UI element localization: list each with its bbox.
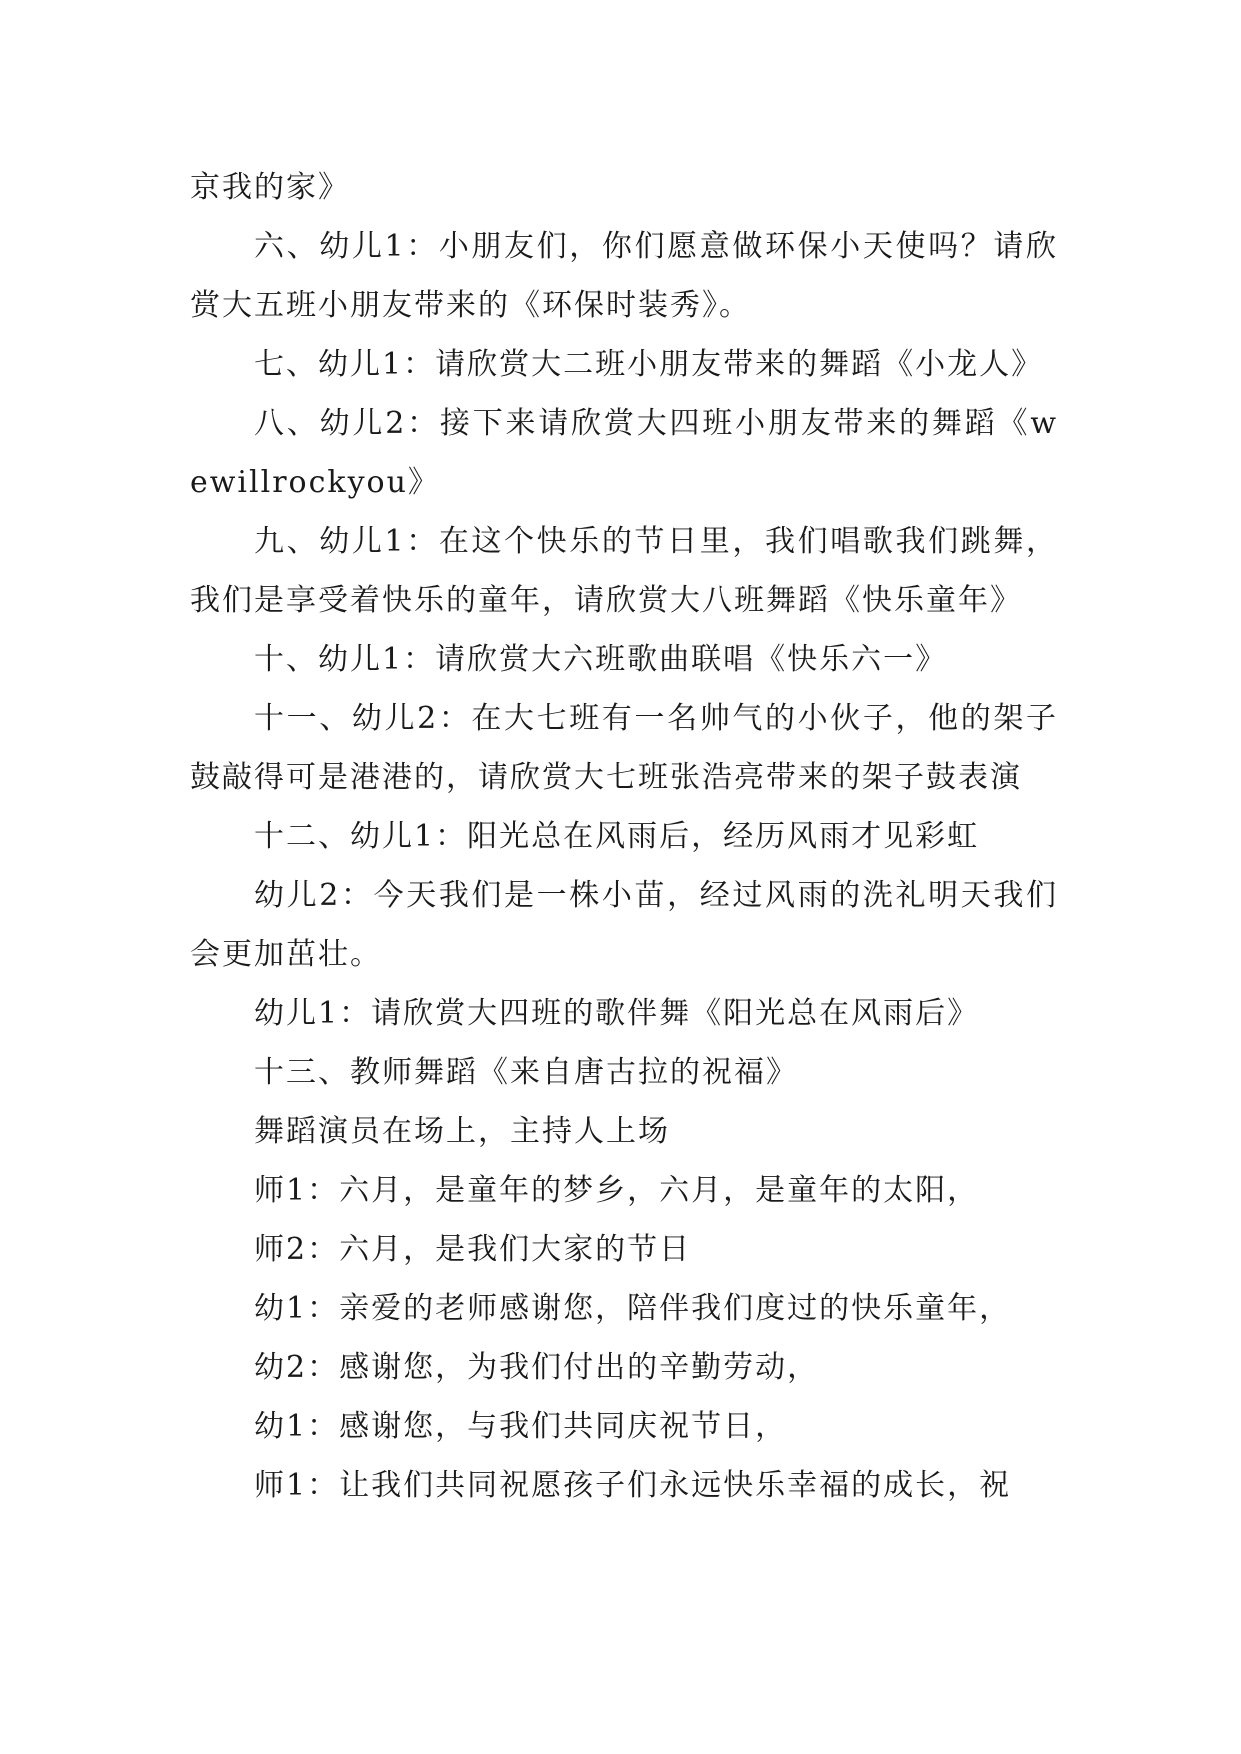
paragraph-1: 京我的家》	[190, 170, 350, 205]
paragraph-18: 师1：让我们共同祝愿孩子们永远快乐幸福的成长，祝	[254, 1468, 1012, 1503]
paragraph-5: 九、幼儿1：在这个快乐的节日里，我们唱歌我们跳舞，我们是享受着快乐的童年，请欣赏大八班舞蹈《快乐童年》	[190, 524, 1058, 618]
paragraph-4: 八、幼儿2：接下来请欣赏大四班小朋友带来的舞蹈《wewillrockyou》	[190, 406, 1058, 500]
paragraph-14: 师2：六月，是我们大家的节日	[254, 1232, 692, 1267]
document-body	[190, 158, 1058, 1515]
paragraph-10: 幼儿1：请欣赏大四班的歌伴舞《阳光总在风雨后》	[254, 996, 980, 1031]
paragraph-15: 幼1：亲爱的老师感谢您，陪伴我们度过的快乐童年，	[254, 1291, 1012, 1326]
paragraph-9: 幼儿2：今天我们是一株小苗，经过风雨的洗礼明天我们会更加茁壮。	[190, 878, 1058, 972]
paragraph-17: 幼1：感谢您，与我们共同庆祝节日，	[254, 1409, 788, 1444]
paragraph-7: 十一、幼儿2：在大七班有一名帅气的小伙子，他的架子鼓敲得可是港港的，请欣赏大七班张浩亮带来的架子鼓表演	[190, 701, 1058, 795]
paragraph-2: 六、幼儿1：小朋友们，你们愿意做环保小天使吗？请欣赏大五班小朋友带来的《环保时装秀》。	[190, 229, 1058, 323]
paragraph-13: 师1：六月，是童年的梦乡，六月，是童年的太阳，	[254, 1173, 980, 1208]
paragraph-16: 幼2：感谢您，为我们付出的辛勤劳动，	[254, 1350, 820, 1385]
paragraph-12: 舞蹈演员在场上，主持人上场	[254, 1114, 670, 1149]
paragraph-6: 十、幼儿1：请欣赏大六班歌曲联唱《快乐六一》	[254, 642, 948, 677]
paragraph-3: 七、幼儿1：请欣赏大二班小朋友带来的舞蹈《小龙人》	[254, 347, 1044, 382]
paragraph-8: 十二、幼儿1：阳光总在风雨后，经历风雨才见彩虹	[254, 819, 980, 854]
paragraph-11: 十三、教师舞蹈《来自唐古拉的祝福》	[254, 1055, 798, 1090]
